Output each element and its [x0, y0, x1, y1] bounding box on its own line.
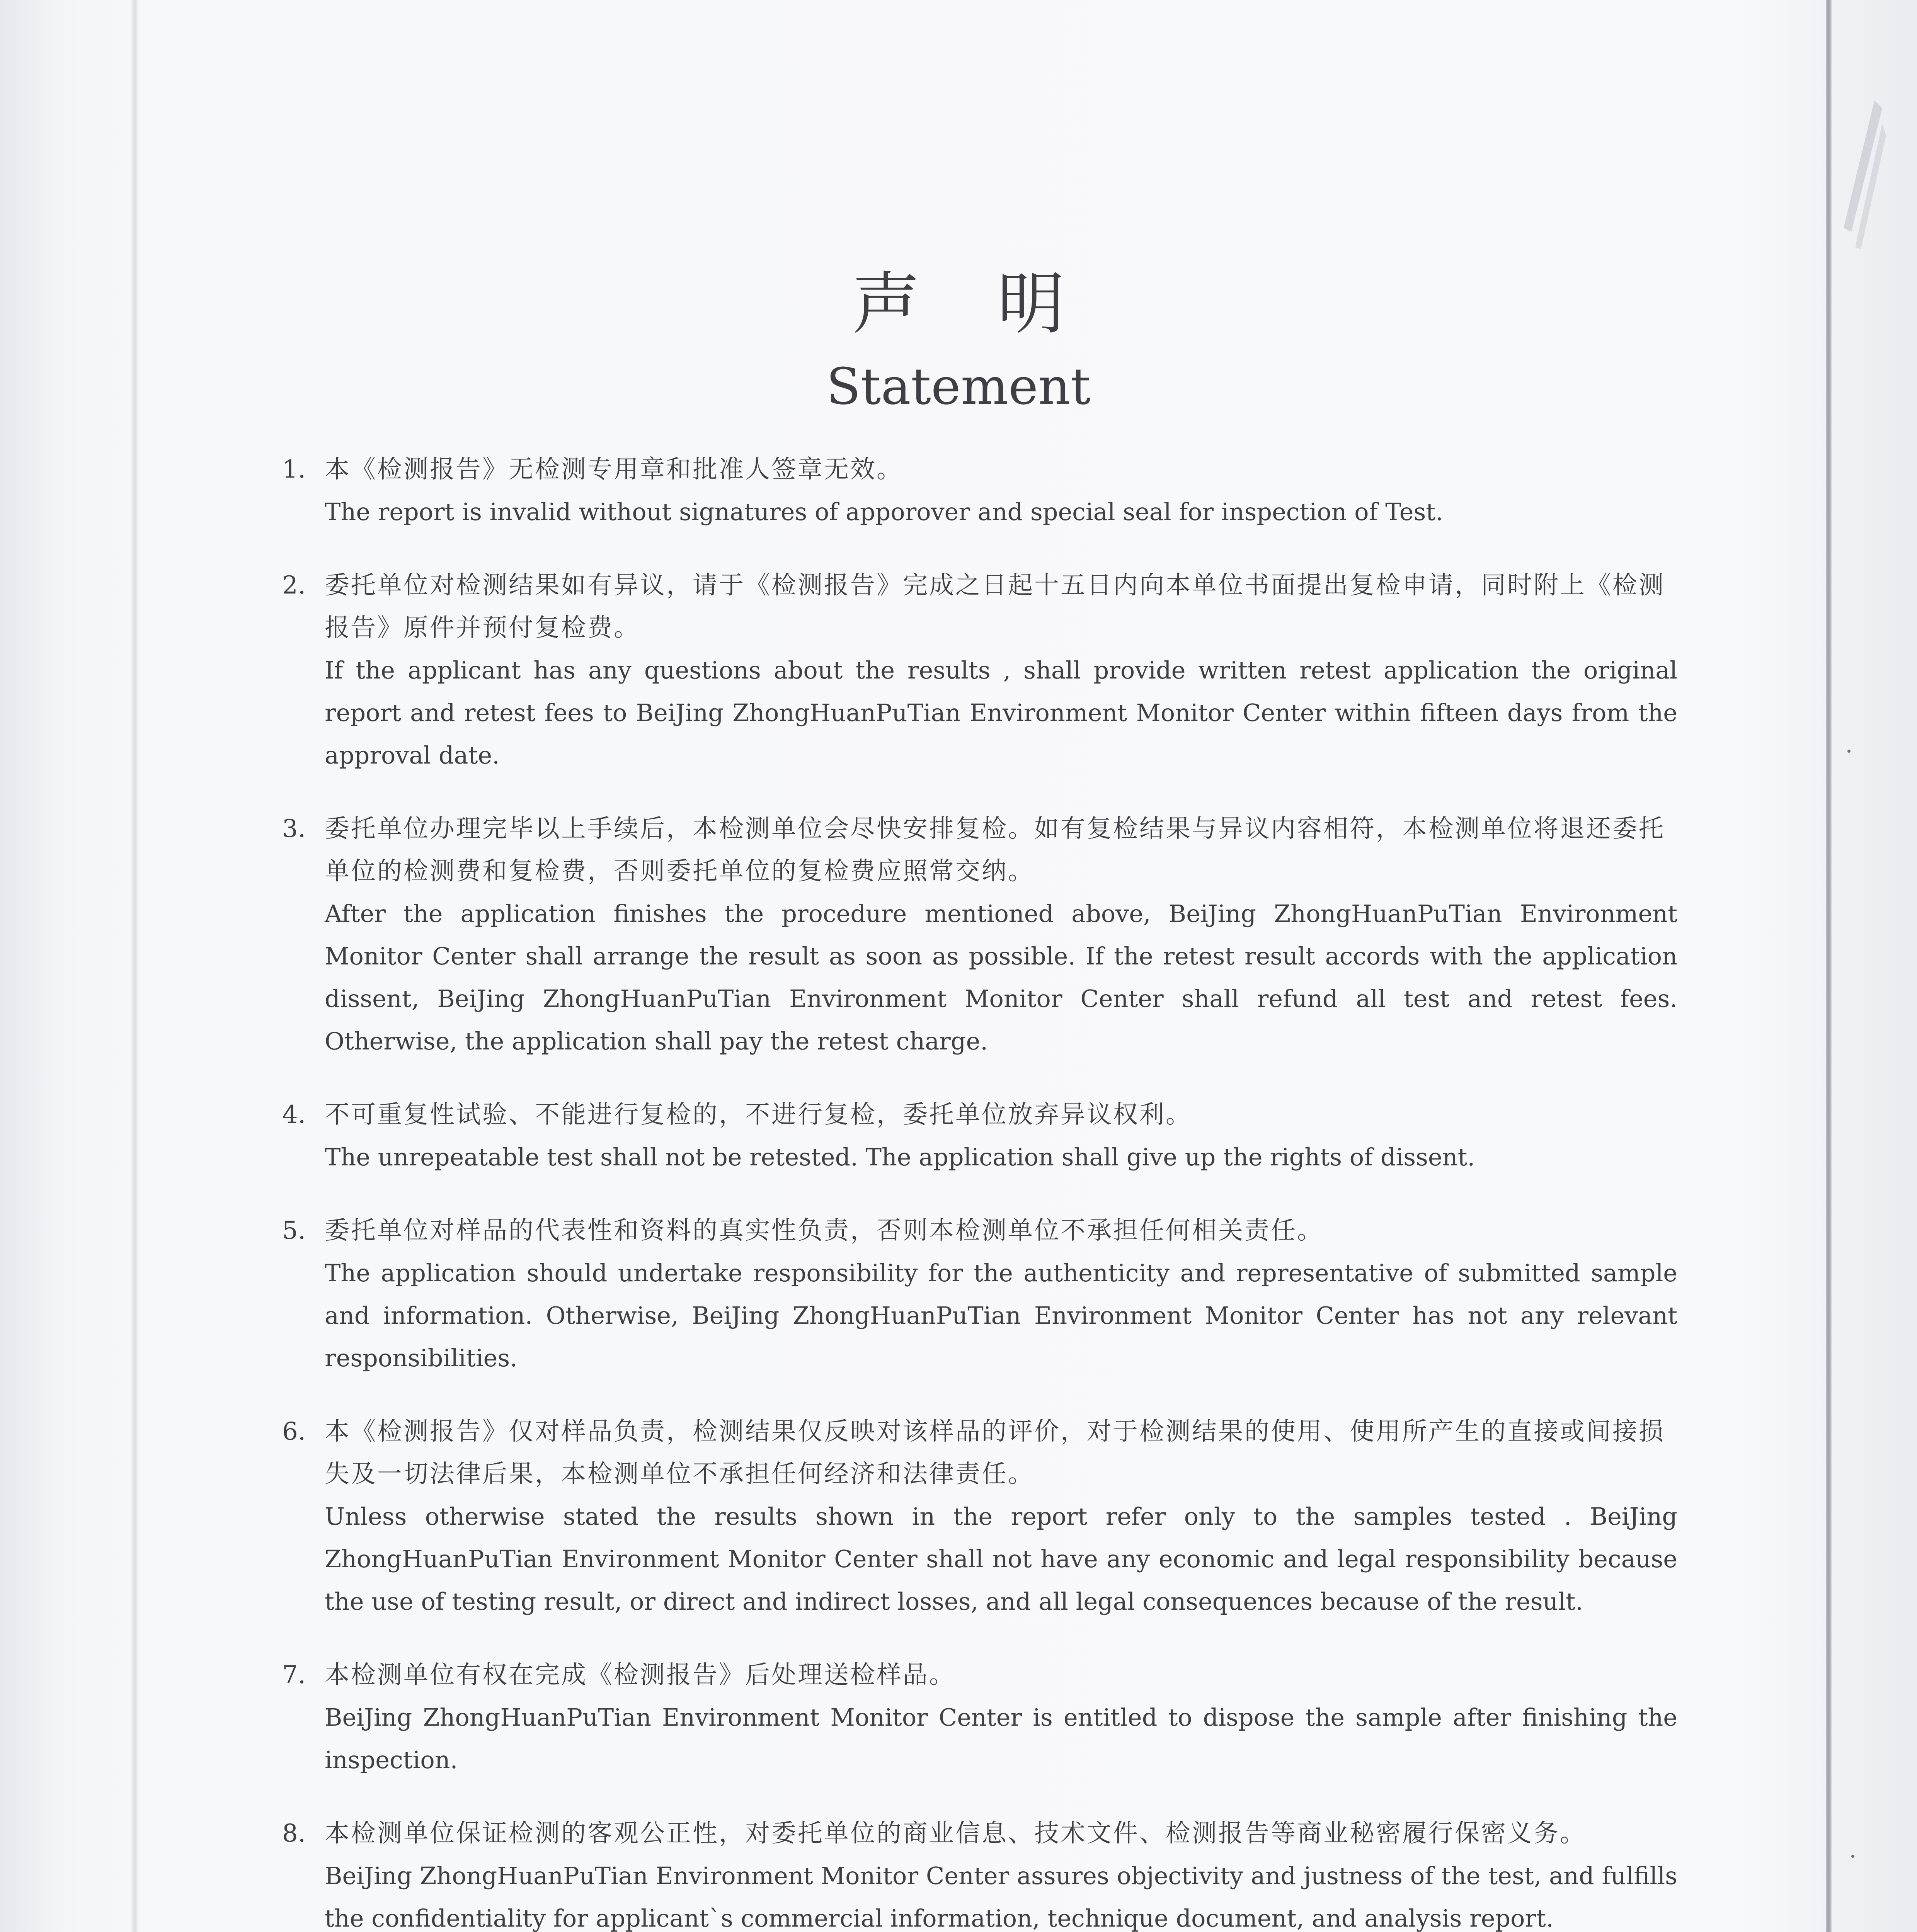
statement-item — [282, 1209, 1677, 1379]
title-english: Statement — [826, 357, 1091, 416]
item-text-chinese: 本《检测报告》仅对样品负责，检测结果仅反映对该样品的评价，对于检测结果的使用、使用所产生的直接或间接损失及一切法律后果，本检测单位不承担任何经济和法律责任。 — [325, 1417, 1665, 1488]
item-number: 1. — [282, 455, 306, 484]
item-text-english: The application should undertake responsibility for the authenticity and representative of submitted sample and information. Otherwise, BeiJing ZhongHuanPuTian Environment Monitor Center has not any relevant responsibilities. — [325, 1259, 1677, 1372]
item-text-chinese: 委托单位对样品的代表性和资料的真实性负责，否则本检测单位不承担任何相关责任。 — [325, 1216, 1323, 1245]
statement-list — [282, 448, 1677, 1932]
item-number: 6. — [282, 1417, 306, 1446]
statement-item — [282, 1654, 1677, 1781]
item-text-chinese: 本《检测报告》无检测专用章和批准人签章无效。 — [325, 455, 903, 484]
item-text-chinese: 本检测单位保证检测的客观公正性，对委托单位的商业信息、技术文件、检测报告等商业秘密履行保密义务。 — [325, 1819, 1586, 1848]
item-text-english: If the applicant has any questions about the results , shall provide written retest application the original report and retest fees to BeiJing ZhongHuanPuTian Environment Monitor Center within fifteen days from the approval date. — [325, 656, 1677, 769]
item-text-english: BeiJing ZhongHuanPuTian Environment Monitor Center is entitled to dispose the sample after finishing the inspection. — [325, 1703, 1677, 1774]
item-text-chinese: 委托单位办理完毕以上手续后，本检测单位会尽快安排复检。如有复检结果与异议内容相符，本检测单位将退还委托单位的检测费和复检费，否则委托单位的复检费应照常交纳。 — [325, 815, 1665, 886]
scan-speck — [1847, 750, 1851, 753]
item-number: 4. — [282, 1100, 306, 1129]
binding-mark — [1840, 100, 1886, 255]
item-number: 7. — [282, 1661, 306, 1689]
statement-item — [282, 1094, 1677, 1179]
item-number: 5. — [282, 1216, 306, 1245]
item-number: 8. — [282, 1819, 306, 1848]
item-text-english: The unrepeatable test shall not be retested. The application shall give up the rights of dissent. — [325, 1143, 1475, 1171]
item-number: 3. — [282, 815, 306, 843]
statement-item — [282, 808, 1677, 1063]
item-text-chinese: 本检测单位有权在完成《检测报告》后处理送检样品。 — [325, 1661, 955, 1689]
item-text-chinese: 不可重复性试验、不能进行复检的，不进行复检，委托单位放弃异议权利。 — [325, 1100, 1192, 1129]
statement-item — [282, 448, 1677, 533]
title-chinese: 声明 — [852, 265, 1142, 344]
item-text-english: BeiJing ZhongHuanPuTian Environment Monitor Center assures objectivity and justness of the test, and fulfills the confidentiality for applicant`s commercial information, technique document, and analysis report. — [325, 1862, 1677, 1932]
statement-header — [0, 265, 1917, 416]
item-text-chinese: 委托单位对检测结果如有异议，请于《检测报告》完成之日起十五日内向本单位书面提出复检申请，同时附上《检测报告》原件并预付复检费。 — [325, 571, 1665, 642]
item-number: 2. — [282, 571, 306, 600]
item-text-english: The report is invalid without signatures of apporover and special seal for inspection of Test. — [325, 498, 1443, 526]
scan-speck — [1851, 1855, 1854, 1858]
item-text-english: After the application finishes the procedure mentioned above, BeiJing ZhongHuanPuTian Environment Monitor Center shall arrange the result as soon as possible. If the retest result accords with the application dissent, BeiJing ZhongHuanPuTian Environment Monitor Center shall refund all test and retest fees. Otherwise, the application shall pay the retest charge. — [325, 900, 1677, 1055]
statement-item — [282, 564, 1677, 777]
statement-item — [282, 1410, 1677, 1623]
statement-item — [282, 1812, 1677, 1932]
item-text-english: Unless otherwise stated the results shown in the report refer only to the samples tested . BeiJing ZhongHuanPuTian Environment Monitor Center shall not have any economic and legal responsibility because the use of testing result, or direct and indirect losses, and all legal consequences because of the result. — [325, 1502, 1677, 1616]
